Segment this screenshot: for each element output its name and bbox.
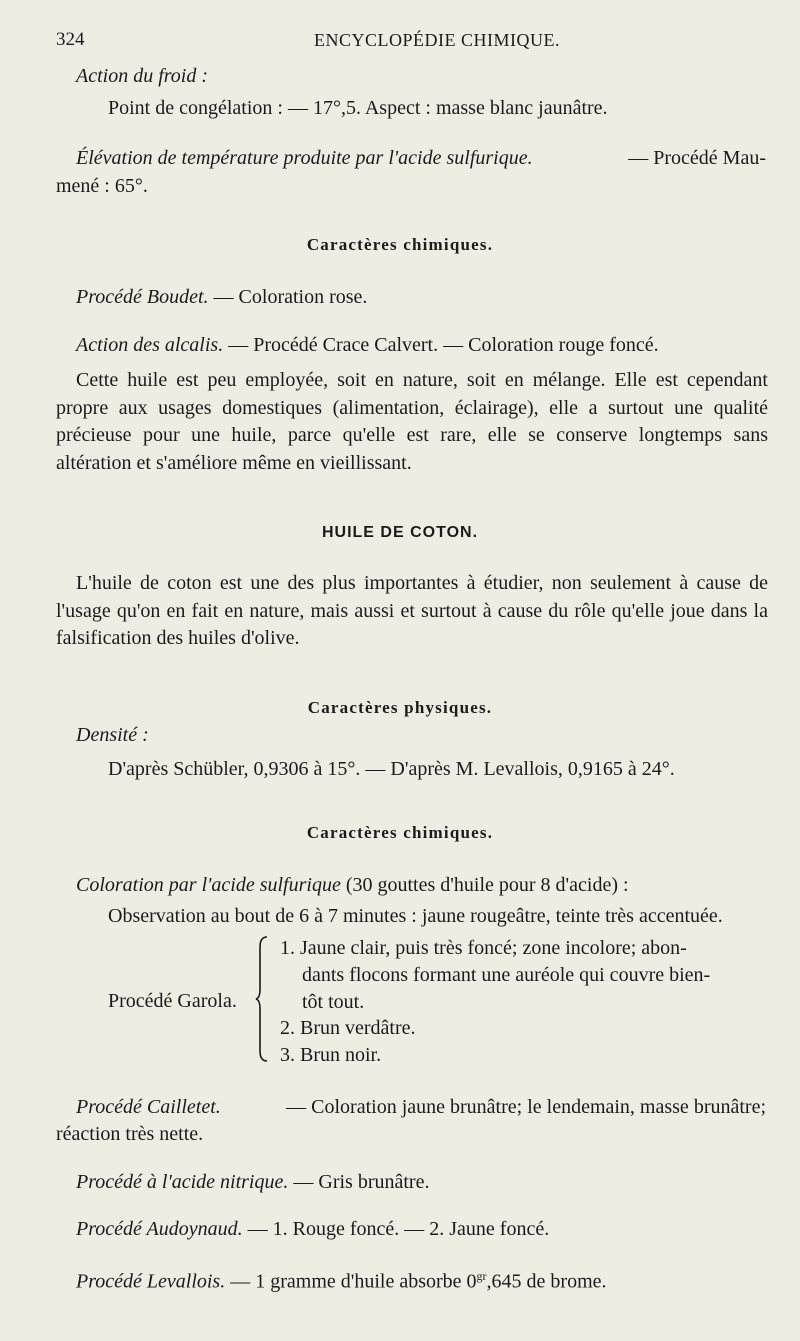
section-caracteres-chimiques: Caractères chimiques. [306,235,494,254]
levallois-line [76,1264,607,1294]
audoynaud-line [76,1217,549,1241]
paragraph-coton: L'huile de coton est une des plus importantes à étudier, non seulement à cause de l'usage qu'on en fait en nature, mais aussi et surtout à cause du rôle qu'elle joue dans la falsification des huiles d'olive. [56,572,768,649]
garola-item1-line1: 1. Jaune clair, puis très foncé; zone incolore; abon- [280,937,687,959]
elevation-line [76,146,766,170]
boudet-rest: — Coloration rose. [213,286,368,308]
page-number: 324 [56,29,85,50]
boudet-line [76,285,367,309]
densite-title: Densité : [76,724,149,746]
curly-brace-icon [255,935,269,1063]
congelation-line: Point de congélation : — 17°,5. Aspect : masse blanc jaunâtre. [108,97,608,119]
cailletet-line2: réaction très nette. [56,1123,204,1145]
section-caracteres-physiques: Caractères physiques. [307,698,493,717]
huile-coton-title: HUILE DE COTON. [321,524,479,541]
elevation-label: Élévation de température produite par l'acide sulfurique. [76,147,533,169]
levallois-rest-after: ,645 de brome. [486,1270,607,1293]
running-title: ENCYCLOPÉDIE CHIMIQUE. [314,30,560,50]
nitrique-label: Procédé à l'acide nitrique. [76,1171,289,1193]
garola-item3: 3. Brun noir. [280,1044,382,1066]
levallois-label: Procédé Levallois. [76,1270,226,1293]
levallois-rest-before: — 1 gramme d'huile absorbe 0 [230,1270,477,1293]
cailletet-rest: — Coloration jaune brunâtre; le lendemain, masse brunâtre; [286,1096,766,1118]
garola-label: Procédé Garola. [108,990,237,1012]
audoynaud-rest: — 1. Rouge foncé. — 2. Jaune foncé. [247,1218,550,1240]
alcalis-label: Action des alcalis. [76,334,224,356]
coloration-line [76,873,629,897]
nitrique-rest: — Gris brunâtre. [293,1171,430,1193]
coloration-label: Coloration par l'acide sulfurique [76,874,341,896]
cailletet-label: Procédé Cailletet. [76,1096,221,1118]
audoynaud-label: Procédé Audoynaud. [76,1218,243,1240]
elevation-line2: mené : 65°. [56,175,148,197]
elevation-rest: — Procédé Mau- [628,147,766,169]
section-caracteres-chimiques-2: Caractères chimiques. [306,823,494,842]
alcalis-rest: — Procédé Crace Calvert. — Coloration rouge foncé. [228,334,659,356]
coloration-rest: (30 gouttes d'huile pour 8 d'acide) : [345,874,629,896]
garola-item2: 2. Brun verdâtre. [280,1017,416,1039]
nitrique-line [76,1170,429,1194]
cailletet-line [76,1095,766,1119]
densite-line: D'après Schübler, 0,9306 à 15°. — D'après M. Levallois, 0,9165 à 24°. [108,758,675,780]
boudet-label: Procédé Boudet. [76,286,209,308]
action-froid-title: Action du froid : [76,65,209,87]
garola-item1-line2: dants flocons formant une auréole qui couvre bien- [302,964,711,986]
levallois-sup: gr [476,1269,487,1283]
alcalis-line [76,333,659,357]
garola-item1-line3: tôt tout. [302,991,365,1013]
observation-line: Observation au bout de 6 à 7 minutes : jaune rougeâtre, teinte très accentuée. [108,905,723,927]
paragraph-huile: Cette huile est peu employée, soit en nature, soit en mélange. Elle est cependant propre aux usages domestiques (alimentation, éclairage), elle a surtout une qualité précieuse pour une huile, parce qu'elle est rare, elle se conserve longtemps sans altération et s'améliore même en vieillissant. [56,369,768,474]
